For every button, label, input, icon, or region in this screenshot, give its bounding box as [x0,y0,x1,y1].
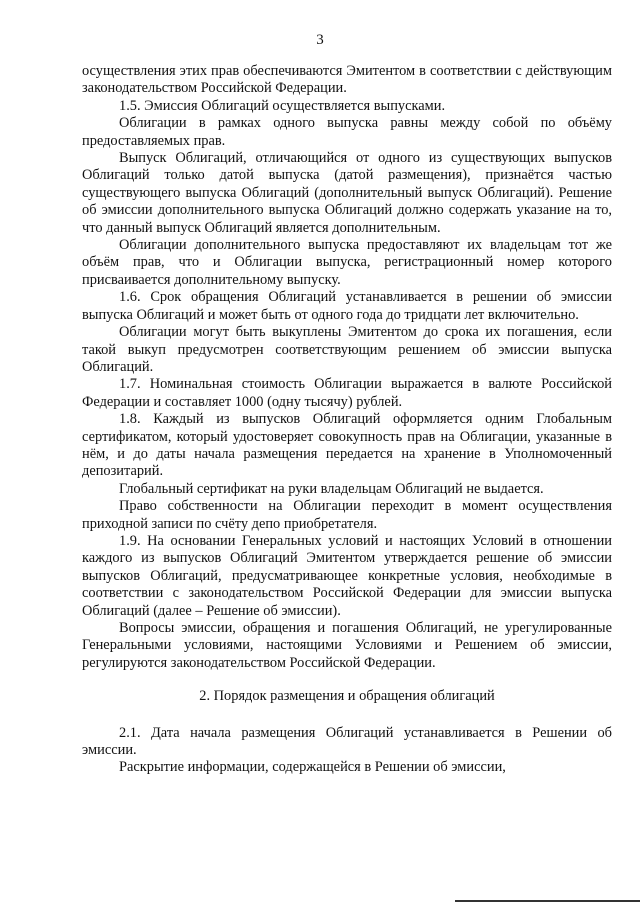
paragraph: Глобальный сертификат на руки владельцам Облигаций не выдается. [119,480,544,497]
paragraph: Облигации дополнительного выпуска предоставляют их владельцам тот же объём прав, что и Облигации выпуска, регистрационный номер которого присваивается дополнительному выпуску. [82,237,612,288]
paragraph: 1.6. Срок обращения Облигаций устанавливается в решении об эмиссии выпуска Облигаций и может быть от одного года до тридцати лет включительно. [82,289,612,323]
scan-edge-line [455,900,640,902]
paragraph: Право собственности на Облигации переходит в момент осуществления приходной записи по счёту депо приобретателя. [82,498,612,532]
paragraph: 1.8. Каждый из выпусков Облигаций оформляется одним Глобальным сертификатом, который удостоверяет совокупность прав на Облигации, указанные в нём, и до даты начала размещения передается на хранение в Уполномоченный депозитарий. [82,411,612,480]
paragraph: Раскрытие информации, содержащейся в Решении об эмиссии, [119,759,506,776]
paragraph: 2.1. Дата начала размещения Облигаций устанавливается в Решении об эмиссии. [82,724,612,759]
paragraph: 1.5. Эмиссия Облигаций осуществляется выпусками. [119,97,446,114]
section-heading: 2. Порядок размещения и обращения облигаций [199,688,495,705]
document-body [82,63,612,777]
paragraph: Облигации могут быть выкуплены Эмитентом до срока их погашения, если такой выкуп предусмотрен соответствующим решением об эмиссии выпуска Облигаций. [82,324,612,375]
paragraph: 1.9. На основании Генеральных условий и настоящих Условий в отношении каждого из выпусков Облигаций Эмитентом утверждается решение об эмиссии выпусков Облигаций, предусматривающее конкретные условия, необходимые в соответствии с законодательством Российской Федерации для эмиссии выпуска Облигаций (далее – Решение об эмиссии). [82,532,612,619]
page-number: 3 [316,32,324,48]
paragraph: Облигации в рамках одного выпуска равны между собой по объёму предоставляемых прав. [82,115,612,149]
paragraph: 1.7. Номинальная стоимость Облигации выражается в валюте Российской Федерации и составляет 1000 (одну тысячу) рублей. [82,376,612,410]
paragraph: Выпуск Облигаций, отличающийся от одного из существующих выпусков Облигаций только датой выпуска (датой размещения), признаётся частью существующего выпуска Облигаций (дополнительный выпуск Облигаций). Решение об эмиссии дополнительного выпуска Облигаций должно содержать указание на то, что данный выпуск Облигаций является дополнительным. [82,150,612,236]
paragraph: осуществления этих прав обеспечиваются Эмитентом в соответствии с действующим законодательством Российской Федерации. [82,63,612,97]
paragraph: Вопросы эмиссии, обращения и погашения Облигаций, не урегулированные Генеральными условиями, настоящими Условиями и Решением об эмиссии, регулируются законодательством Российской Федерации. [82,620,612,671]
